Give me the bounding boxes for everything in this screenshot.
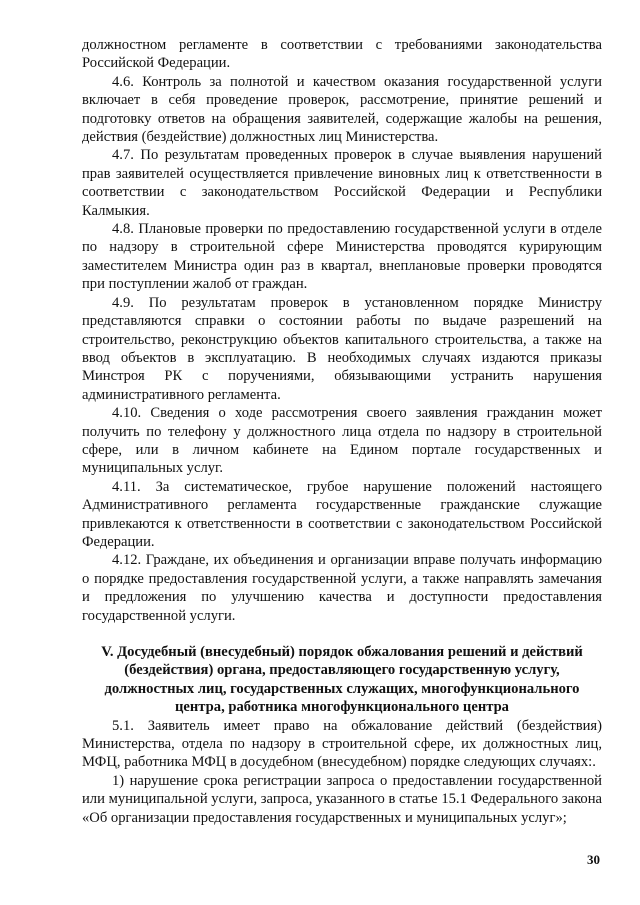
section-title: V. Досудебный (внесудебный) порядок обжалования решений и действий (бездействия) органа, предоставляющего государственную услугу, должностных лиц, государственных служащих, многофункционального центра, работника многофункционального центра [101,644,583,716]
paragraph: 4.7. По результатам проведенных проверок в случае выявления нарушений прав заявителей осуществляется привлечение виновных лиц к ответственности в соответствии с законодательством Российской Федерации и Республики Калмыкия. [82,147,602,219]
paragraph: 4.8. Плановые проверки по предоставлению государственной услуги в отделе по надзору в строительной сфере Министерства проводятся курирующим заместителем Министра один раз в квартал, внеплановые проверки проводятся при поступлении жалоб от граждан. [82,221,602,293]
paragraph: 4.10. Сведения о ходе рассмотрения своего заявления гражданин может получить по телефону у должностного лица отдела по надзору в строительной сфере, или в личном кабинете на Едином портале государственных и муниципальных услуг. [82,405,602,477]
paragraph: 4.6. Контроль за полнотой и качеством оказания государственной услуги включает в себя проведение проверок, рассмотрение, принятие решений и подготовку ответов на обращения заявителей, содержащие жалобы на решения, действия (бездействие) должностных лиц Министерства. [82,73,602,146]
paragraphs-after-section [82,717,602,827]
paragraph: 4.12. Граждане, их объединения и организации вправе получать информацию о порядке предоставления государственной услуги, а также направлять замечания и предложения по улучшению качества и доступности предоставления государственной услуги. [82,552,602,624]
paragraph: 1) нарушение срока регистрации запроса о предоставлении государственной или муниципальной услуги, запроса, указанного в статье 15.1 Федерального закона «Об организации предоставления государственных и муниципальных услуг»; [82,772,602,826]
page-number: 30 [587,852,600,867]
paragraph: 4.9. По результатам проверок в установленном порядке Министру представляются справки о состоянии работы по выдаче разрешений на строительство, реконструкцию объектов капитального строительства, а также на ввод объектов в эксплуатацию. В необходимых случаях издаются приказы Минстроя РК с поручениями, обязывающими устранить нарушения административного регламента. [82,294,602,403]
paragraph: должностном регламенте в соответствии с требованиями законодательства Российской Федерации. [82,37,602,72]
paragraphs-before-section [82,36,602,625]
paragraph: 4.11. За систематическое, грубое нарушение положений настоящего Административного регламента государственные гражданские служащие привлекаются к ответственности в соответствии с законодательством Российской Федерации. [82,478,602,550]
paragraph: 5.1. Заявитель имеет право на обжалование действий (бездействия) Министерства, отдела по надзору в строительной сфере, их должностных лиц, МФЦ, работника МФЦ в досудебном (внесудебном) порядке следующих случаях:. [82,717,602,771]
